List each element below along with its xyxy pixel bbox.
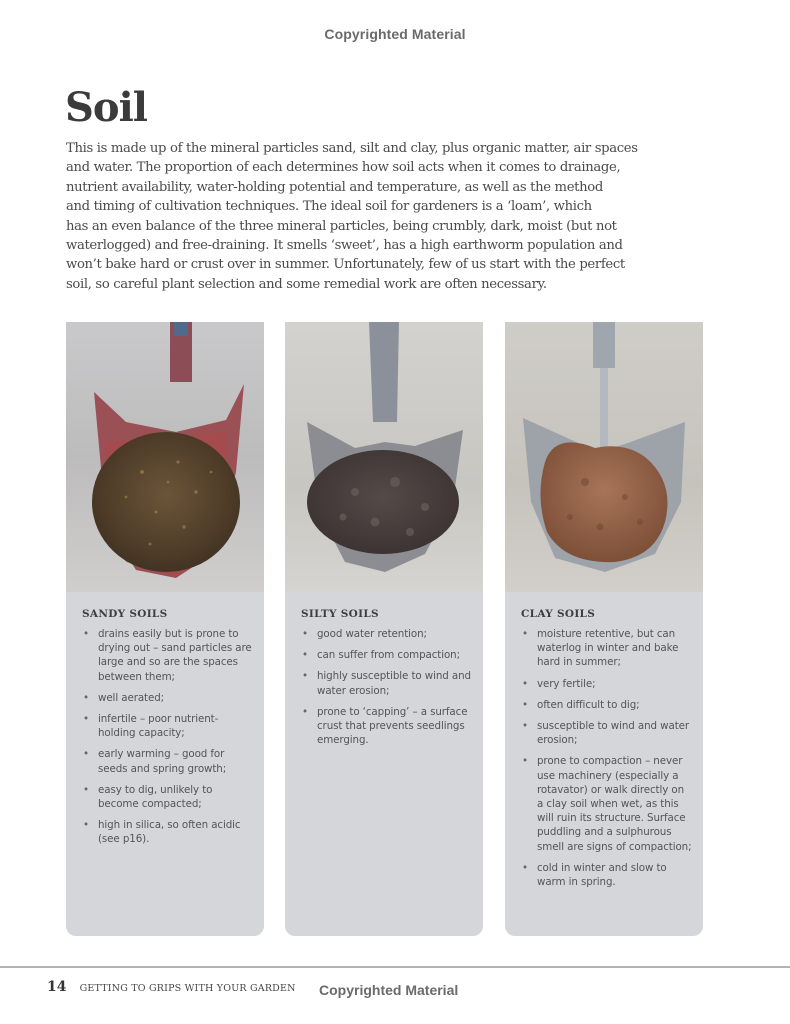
- silty-soils-content: [301, 608, 473, 754]
- intro-line: This is made up of the mineral particles sand, silt and clay, plus organic matter, air spaces: [66, 141, 638, 156]
- bullet-icon: •: [522, 698, 528, 711]
- list-item: • cold in winter and slow to warm in spring.: [522, 861, 667, 889]
- sandy-soils-content: [82, 608, 254, 854]
- list-item: • well aerated;: [83, 691, 165, 704]
- intro-line: soil, so careful plant selection and some remedial work are often necessary.: [66, 276, 547, 292]
- bullet-icon: •: [302, 670, 308, 683]
- clay-soil-photo: [505, 322, 703, 592]
- card-heading: SILTY SOILS: [301, 608, 379, 620]
- intro-paragraph: [66, 139, 716, 294]
- bullet-icon: •: [522, 755, 528, 768]
- list-item: • can suffer from compaction;: [302, 649, 460, 662]
- card-heading: CLAY SOILS: [521, 608, 596, 620]
- bullet-icon: •: [83, 819, 89, 832]
- list-item: • easy to dig, unlikely to become compacted;: [83, 783, 213, 811]
- intro-line: nutrient availability, water-holding potential and temperature, as well as the method: [66, 179, 603, 195]
- copyright-watermark-bottom: Copyrighted Material: [319, 982, 459, 998]
- intro-line: waterlogged) and free-draining. It smells ‘sweet’, has a high earthworm population and: [66, 238, 623, 254]
- bullet-icon: •: [522, 628, 528, 640]
- bullet-icon: •: [83, 713, 89, 726]
- footer-divider: [0, 966, 790, 968]
- list-item: • susceptible to wind and water erosion;: [522, 720, 690, 747]
- bullet-icon: •: [302, 649, 308, 662]
- trowel-silty-image: [285, 322, 483, 592]
- list-item: • moisture retentive, but can waterlog in winter and bake hard in summer;: [522, 628, 679, 669]
- list-item: • good water retention;: [302, 628, 427, 640]
- list-item: • drains easily but is prone to drying out – sand particles are large and so are the spaces between them;: [83, 628, 252, 683]
- bullet-icon: •: [83, 748, 89, 761]
- card-clay-soils: [505, 322, 703, 936]
- silty-soils-list: [301, 627, 473, 747]
- sandy-soils-list: [82, 627, 254, 847]
- running-head: GETTING TO GRIPS WITH YOUR GARDEN: [79, 983, 296, 994]
- page-footer: [47, 976, 296, 995]
- intro-line: and water. The proportion of each determines how soil acts when it comes to drainage,: [66, 160, 621, 176]
- bullet-icon: •: [83, 628, 89, 640]
- silty-soil-photo: [285, 322, 483, 592]
- page-title: Soil: [65, 84, 147, 131]
- bullet-icon: •: [83, 783, 89, 796]
- list-item: • very fertile;: [522, 677, 596, 690]
- list-item: • highly susceptible to wind and water erosion;: [302, 670, 471, 697]
- trowel-clay-image: [505, 322, 703, 592]
- list-item: • high in silica, so often acidic (see p16).: [83, 819, 241, 846]
- bullet-icon: •: [522, 677, 528, 690]
- bullet-icon: •: [522, 861, 528, 874]
- intro-line: won’t bake hard or crust over in summer. Unfortunately, few of us start with the perfect: [66, 257, 625, 273]
- list-item: • early warming – good for seeds and spring growth;: [83, 748, 227, 775]
- list-item: • prone to ‘capping’ – a surface crust that prevents seedlings emerging.: [302, 705, 468, 747]
- clay-soils-content: [521, 608, 693, 896]
- copyright-watermark-top: Copyrighted Material: [324, 26, 466, 42]
- intro-line: has an even balance of the three mineral particles, being crumbly, dark, moist (but not: [66, 218, 617, 234]
- bullet-icon: •: [302, 705, 308, 718]
- intro-line: and timing of cultivation techniques. The ideal soil for gardeners is a ‘loam’, which: [66, 199, 592, 215]
- list-item: • infertile – poor nutrient-holding capacity;: [83, 713, 219, 740]
- card-heading: SANDY SOILS: [82, 608, 168, 620]
- page-number: 14: [47, 979, 67, 995]
- card-sandy-soils: [66, 322, 264, 936]
- clay-soils-list: [521, 627, 693, 889]
- list-item: • prone to compaction – never use machinery (especially a rotavator) or walk directly on a clay soil when wet, as this will ruin its structure. Surface puddling and a sulphurous smell are signs of compaction;: [522, 755, 692, 853]
- card-silty-soils: [285, 322, 483, 936]
- list-item: • often difficult to dig;: [522, 698, 640, 711]
- sandy-soil-photo: [66, 322, 264, 592]
- bullet-icon: •: [522, 720, 528, 733]
- bullet-icon: •: [302, 628, 308, 640]
- trowel-sandy-image: [66, 322, 264, 592]
- bullet-icon: •: [83, 691, 89, 704]
